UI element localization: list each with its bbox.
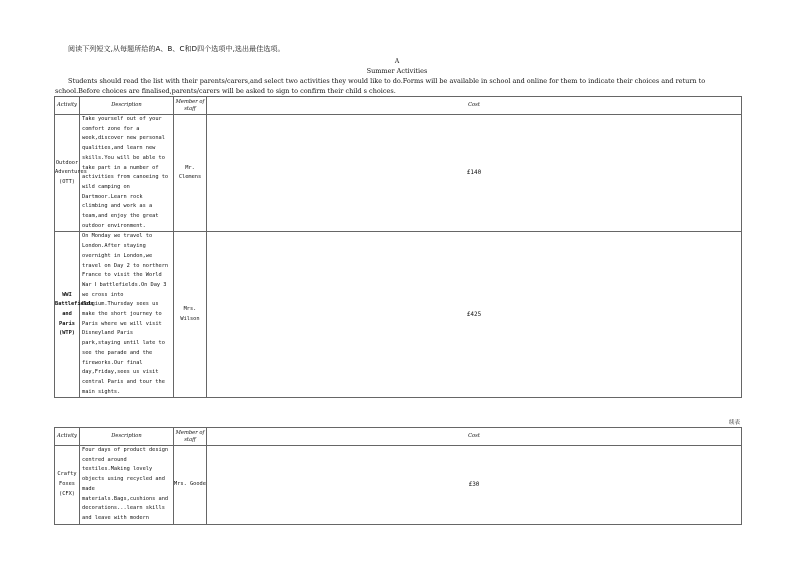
header-cost: Cost	[207, 428, 742, 446]
instruction-text: 阅读下列短文,从每题所给的A、B、C和D四个选项中,选出最佳选项。	[68, 45, 285, 53]
cost-cell: £425	[207, 232, 742, 398]
intro-paragraph: Students should read the list with their parents/carers,and select two activities they would like to do.Forms will be available in school and online for them to indicate their choices and return to school.Before choices are finalised,parents/carers will be asked to sign to confirm their child s choices.	[55, 77, 706, 95]
header-cost: Cost	[207, 97, 742, 115]
continued-label: 续表	[728, 420, 740, 426]
activity-cell: WWI Battlefields and Paris (WTP)	[55, 232, 80, 398]
table-row	[55, 115, 742, 232]
table-header-row	[55, 428, 742, 446]
description-cell: On Monday we travel to London.After staying overnight in London,we travel on Day 2 to northern France to visit the World War Ⅰ battlefields.On Day 3 we cross into Belgium.Thursday sees us make the short journey to Paris where we will visit Disneyland Paris park,staying until late to see the parade and the fireworks.Our final day,Friday,sees us visit central Paris and tour the main sights.	[80, 232, 174, 398]
header-staff: Member of staff	[174, 97, 207, 115]
header-activity: Activity	[55, 97, 80, 115]
staff-cell: Mr. Clemens	[174, 115, 207, 232]
cost-cell: £30	[207, 446, 742, 525]
activities-table-continued	[54, 427, 742, 525]
cost-cell: £140	[207, 115, 742, 232]
passage-letter: A	[394, 58, 400, 65]
activities-table	[54, 96, 742, 398]
activity-cell: Crafty Foxes (CFX)	[55, 446, 80, 525]
header-description: Description	[80, 97, 174, 115]
header-activity: Activity	[55, 428, 80, 446]
table-header-row	[55, 97, 742, 115]
description-cell: Four days of product design centred around textiles.Making lovely objects using recycled and made materials.Bags,cushions and decorations...learn skills and leave with modern	[80, 446, 174, 525]
passage-title: Summer Activities	[366, 67, 428, 75]
header-staff: Member of staff	[174, 428, 207, 446]
staff-cell: Mrs. Goode	[174, 446, 207, 525]
header-description: Description	[80, 428, 174, 446]
table-row	[55, 232, 742, 398]
activity-cell: Outdoor Adventures (OTT)	[55, 115, 80, 232]
description-cell: Take yourself out of your comfort zone for a week,discover new personal qualities,and learn new skills.You will be able to take part in a number of activities from canoeing to wild camping on Dartmoor.Learn rock climbing and work as a team,and enjoy the great outdoor environment.	[80, 115, 174, 232]
staff-cell: Mrs. Wilson	[174, 232, 207, 398]
table-row	[55, 446, 742, 525]
